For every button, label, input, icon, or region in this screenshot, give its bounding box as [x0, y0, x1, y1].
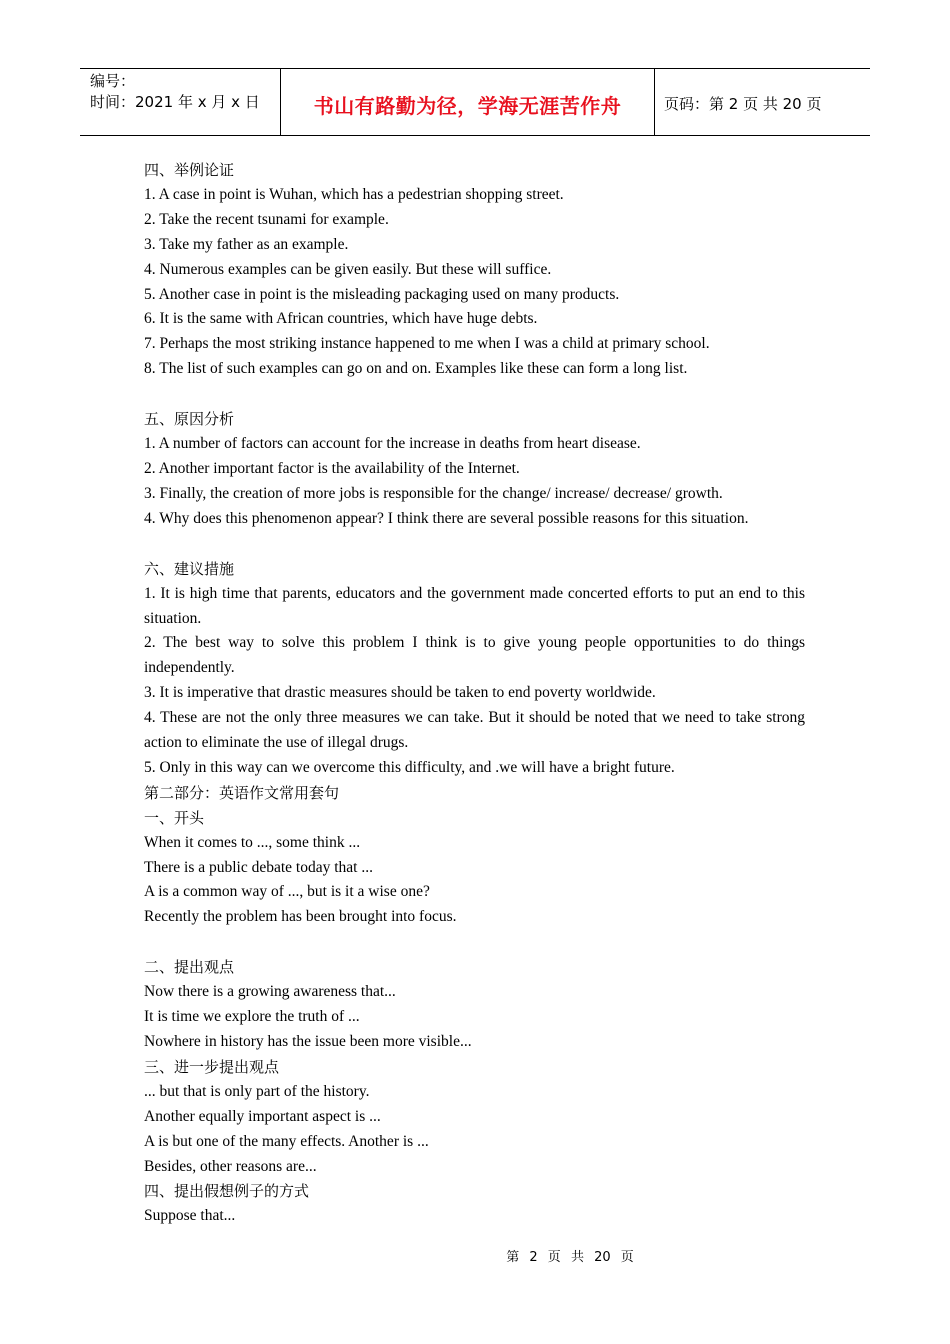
footer-ye: 页	[547, 1250, 561, 1265]
list-item: 2. The best way to solve this problem I think is to give young people opportunities to do things independently.	[144, 634, 805, 677]
section-title: 一、开头	[144, 808, 205, 827]
list-item: 3. It is imperative that drastic measures should be taken to end poverty worldwide.	[144, 684, 656, 702]
page-header	[80, 68, 870, 136]
list-item: 3. Finally, the creation of more jobs is responsible for the change/ increase/ decrease/ growth.	[144, 484, 723, 502]
list-item: 1. A number of factors can account for the increase in deaths from heart disease.	[144, 435, 641, 453]
page-footer	[0, 1246, 950, 1265]
list-item: 7. Perhaps the most striking instance happened to me when I was a child at primary school.	[144, 335, 710, 353]
section-title: 五、原因分析	[144, 410, 235, 429]
spacer	[144, 532, 805, 557]
spacer	[144, 382, 805, 407]
document-body	[144, 158, 805, 1229]
list-item: A is but one of the many effects. Another is ...	[144, 1132, 429, 1150]
spacer	[144, 930, 805, 955]
footer-page-number: 2	[529, 1250, 538, 1265]
number-label: 编号：	[90, 72, 136, 90]
list-item: There is a public debate today that ...	[144, 858, 373, 876]
footer-ye2: 页	[620, 1250, 634, 1265]
list-item: Nowhere in history has the issue been more visible...	[144, 1033, 472, 1050]
list-item: Recently the problem has been brought into focus.	[144, 908, 457, 926]
list-item: 4. Numerous examples can be given easily. But these will suffice.	[144, 260, 552, 278]
list-item: 1. A case in point is Wuhan, which has a pedestrian shopping street.	[144, 185, 564, 203]
footer-di: 第	[506, 1250, 520, 1265]
list-item: 2. Take the recent tsunami for example.	[144, 210, 389, 228]
header-meta	[80, 69, 281, 135]
section-title: 二、提出观点	[144, 958, 235, 977]
list-item: Another equally important aspect is ...	[144, 1107, 381, 1125]
list-item: 5. Only in this way can we overcome this difficulty, and .we will have a bright future.	[144, 758, 675, 776]
list-item: 6. It is the same with African countries, which have huge debts.	[144, 310, 538, 328]
footer-total-pages: 20	[594, 1250, 611, 1265]
list-item: 2. Another important factor is the availability of the Internet.	[144, 459, 520, 477]
time-label: 时间：2021 年 x 月 x 日	[90, 93, 260, 111]
list-item: Besides, other reasons are...	[144, 1157, 317, 1175]
list-item: 4. These are not the only three measures we can take. But it should be noted that we need to take strong action to eliminate the use of illegal drugs.	[144, 709, 805, 752]
header-page-info: 页码：第 2 页 共 20 页	[664, 94, 822, 113]
section-title: 三、进一步提出观点	[144, 1057, 280, 1076]
list-item: It is time we explore the truth of ...	[144, 1008, 360, 1026]
list-item: Suppose that...	[144, 1207, 236, 1225]
list-item: When it comes to ..., some think ...	[144, 833, 361, 851]
list-item: Now there is a growing awareness that...	[144, 983, 396, 1001]
section-title: 四、提出假想例子的方式	[144, 1182, 310, 1201]
part-title: 第二部分：英语作文常用套句	[144, 783, 340, 802]
list-item: 5. Another case in point is the misleading packaging used on many products.	[144, 285, 620, 303]
section-title: 四、举例论证	[144, 161, 235, 179]
list-item: 8. The list of such examples can go on and on. Examples like these can form a long list.	[144, 360, 688, 378]
list-item: 3. Take my father as an example.	[144, 235, 349, 253]
list-item: A is a common way of ..., but is it a wise one?	[144, 883, 430, 901]
list-item: 1. It is high time that parents, educators and the government made concerted efforts to put an end to this situation.	[144, 584, 805, 627]
section-title: 六、建议措施	[144, 559, 235, 578]
footer-gong: 共	[570, 1250, 584, 1265]
header-motto: 书山有路勤为径，学海无涯苦作舟	[281, 69, 655, 135]
list-item: 4. Why does this phenomenon appear? I think there are several possible reasons for this situation.	[144, 509, 749, 527]
list-item: ... but that is only part of the history.	[144, 1082, 370, 1100]
